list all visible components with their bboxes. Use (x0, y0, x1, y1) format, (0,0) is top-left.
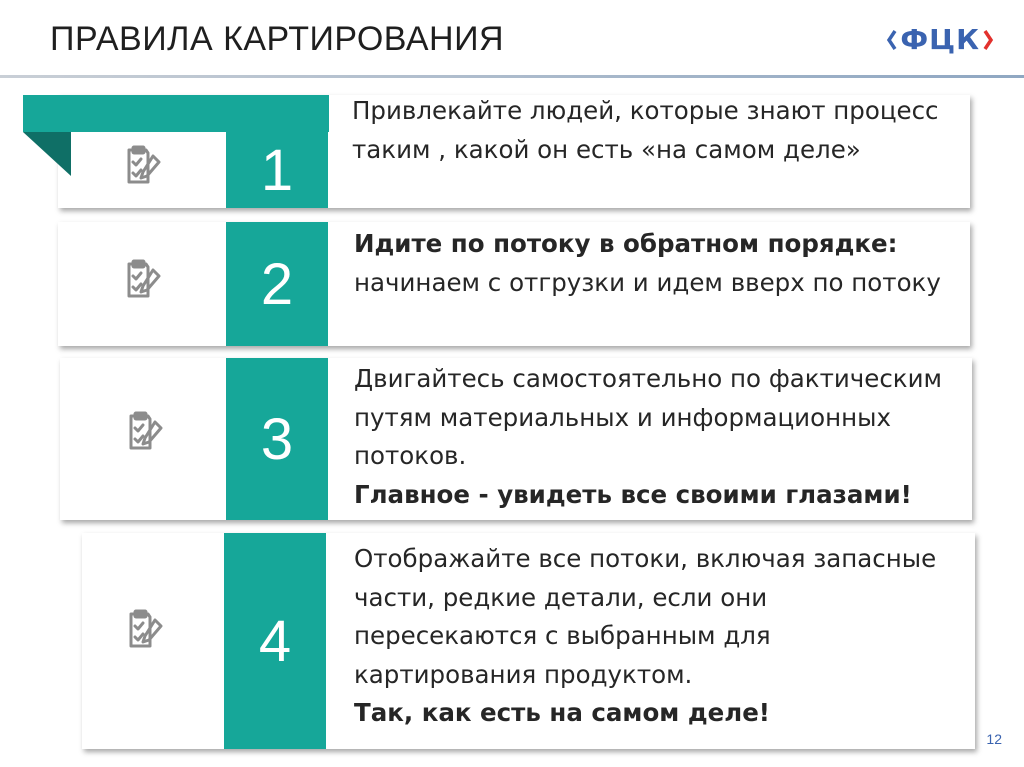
clipboard-check-icon (110, 134, 172, 198)
rule-number-1: 1 (226, 132, 328, 208)
rule-text-3-normal: Двигайтесь самостоятельно по фактическим путям материальных и информационных потоков. (354, 364, 942, 470)
slide-title: ПРАВИЛА КАРТИРОВАНИЯ (50, 20, 505, 58)
rule-number-2: 2 (226, 222, 328, 346)
clipboard-check-icon (112, 400, 174, 464)
rule-text-2-bold: Идите по потоку в обратном порядке: (354, 229, 898, 258)
rule-number-3: 3 (226, 358, 328, 520)
rule-text-3 (354, 360, 964, 514)
rule-text-1 (352, 92, 962, 169)
logo-text: ФЦК (900, 23, 980, 56)
chevron-left-icon (886, 29, 897, 51)
rule-text-4 (354, 540, 954, 733)
ribbon-fold (23, 132, 71, 176)
clipboard-check-icon (110, 248, 172, 312)
rule-number-4: 4 (224, 533, 326, 749)
page-number: 12 (986, 731, 1002, 747)
rule-text-1-normal: Привлекайте людей, которые знают процесс таким , какой он есть «на самом деле» (352, 96, 939, 164)
logo (886, 22, 994, 58)
ribbon-banner (23, 95, 329, 132)
rule-text-3-bold: Главное - увидеть все своими глазами! (354, 479, 912, 509)
rule-text-2-normal: начинаем с отгрузки и идем вверх по потоку (354, 267, 941, 297)
rule-text-4-bold: Так, как есть на самом деле! (354, 698, 770, 727)
rule-text-4-normal: Отображайте все потоки, включая запасные части, редкие детали, если они пересекаются с выбранным для картирования продуктом. (354, 544, 937, 689)
rule-text-2 (354, 225, 964, 302)
chevron-right-icon (983, 29, 994, 51)
clipboard-check-icon (112, 598, 174, 662)
header-divider (0, 75, 1024, 78)
